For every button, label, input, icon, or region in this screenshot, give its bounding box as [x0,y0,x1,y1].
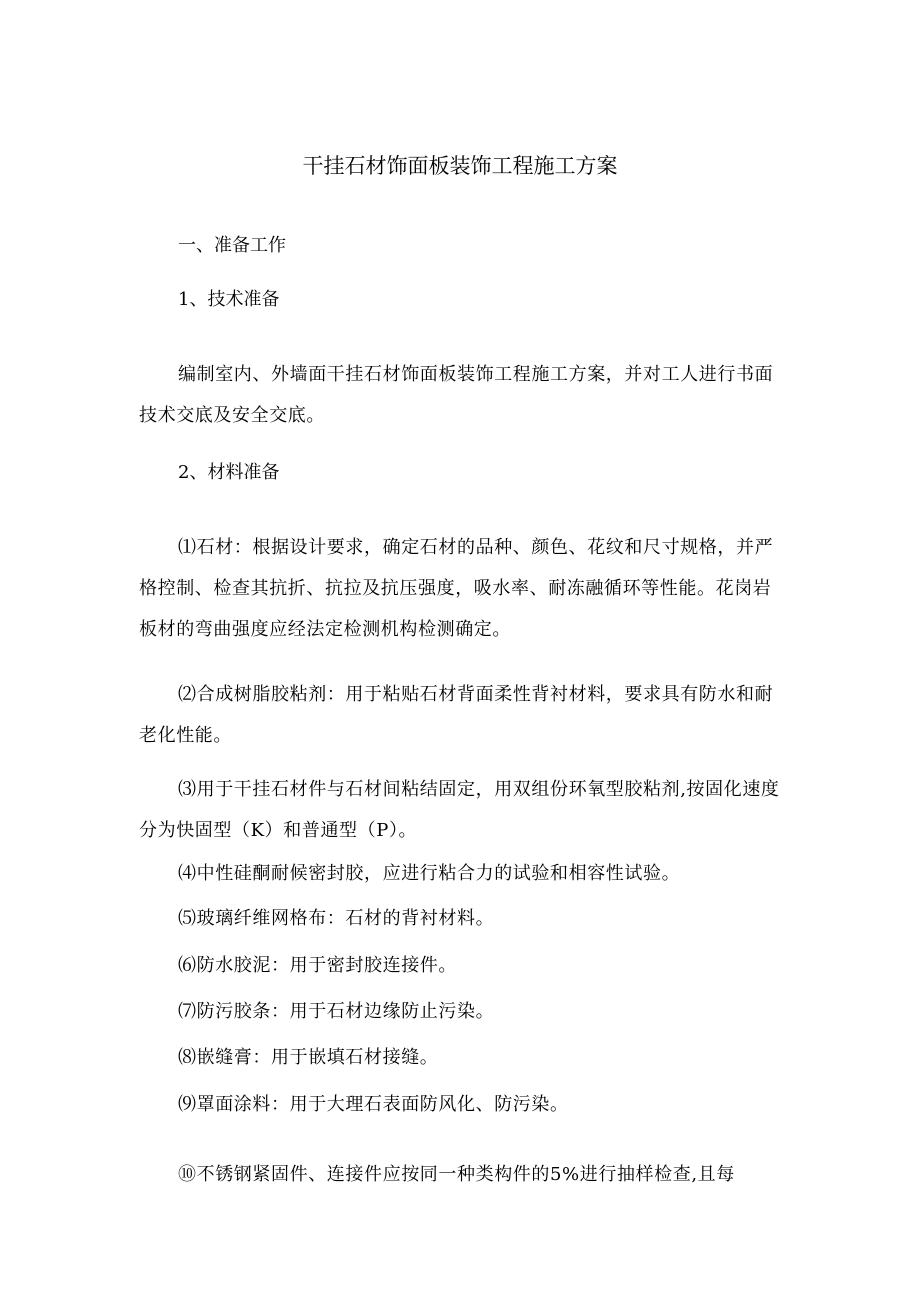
list-item-resin-adhesive: ⑵合成树脂胶粘剂：用于粘贴石材背面柔性背衬材料，要求具有防水和耐老化性能。 [139,684,774,746]
list-item-antifouling-strip: ⑺防污胶条：用于石材边缘防止污染。 [178,1001,495,1022]
list-item-waterproof-putty: ⑹防水胶泥：用于密封胶连接件。 [178,955,457,976]
subsection-heading-materials: 2、材料准备 [178,462,280,483]
list-item-fiberglass-mesh: ⑸玻璃纤维网格布：石材的背衬材料。 [178,908,495,929]
list-item-stone: ⑴石材：根据设计要求，确定石材的品种、颜色、花纹和尺寸规格，并严格控制、检查其抗折、抗拉及抗压强度，吸水率、耐冻融循环等性能。花岗岩板材的弯曲强度应经法定检测机构检测确定。 [139,537,774,640]
section-heading-preparation: 一、准备工作 [178,235,286,256]
list-item-stainless-fasteners: ⑩不锈钢紧固件、连接件应按同一种类构件的5%进行抽样检查,且每 [178,1164,735,1185]
subsection-heading-technical: 1、技术准备 [178,289,280,310]
document-title: 干挂石材饰面板装饰工程施工方案 [302,154,618,178]
list-item-epoxy-adhesive: ⑶用于干挂石材件与石材间粘结固定，用双组份环氧型胶粘剂,按固化速度分为快固型（K）和普通型（P）。 [139,779,780,841]
paragraph-technical-preparation: 编制室内、外墙面干挂石材饰面板装饰工程施工方案，并对工人进行书面技术交底及安全交底。 [139,364,774,426]
list-item-silicone-sealant: ⑷中性硅酮耐候密封胶，应进行粘合力的试验和相容性试验。 [178,863,681,884]
list-item-caulking-paste: ⑻嵌缝膏：用于嵌填石材接缝。 [178,1047,439,1068]
list-item-cover-coating: ⑼罩面涂料：用于大理石表面防风化、防污染。 [178,1094,569,1115]
